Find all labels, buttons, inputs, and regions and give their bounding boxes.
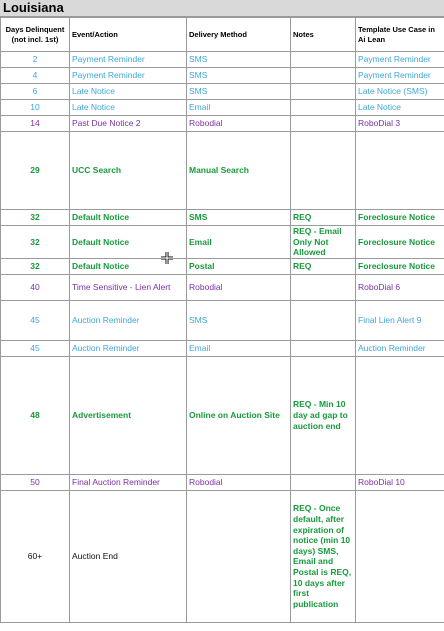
cell-template[interactable]: Payment Reminder: [356, 52, 444, 68]
cell-method[interactable]: SMS: [187, 84, 291, 100]
cell-days[interactable]: 40: [1, 274, 70, 300]
cell-template[interactable]: Final Lien Alert 9: [356, 300, 444, 340]
cell-event[interactable]: Final Auction Reminder: [70, 474, 187, 490]
cell-days[interactable]: 2: [1, 52, 70, 68]
table-row: [1, 300, 444, 340]
cell-method[interactable]: Robodial: [187, 116, 291, 132]
cell-days[interactable]: 45: [1, 300, 70, 340]
cell-method[interactable]: Postal: [187, 258, 291, 274]
cell-days[interactable]: 50: [1, 474, 70, 490]
cell-notes[interactable]: REQ: [291, 258, 356, 274]
cell-method[interactable]: Email: [187, 340, 291, 356]
header-template[interactable]: Template Use Case in Ai Lean: [356, 18, 444, 52]
schedule-table: [0, 17, 444, 623]
cell-event[interactable]: Late Notice: [70, 100, 187, 116]
cell-template[interactable]: Foreclosure Notice: [356, 210, 444, 226]
cell-event[interactable]: Auction Reminder: [70, 340, 187, 356]
cell-event[interactable]: Advertisement: [70, 356, 187, 474]
cell-method[interactable]: Email: [187, 100, 291, 116]
cell-notes[interactable]: [291, 52, 356, 68]
cell-days[interactable]: 4: [1, 68, 70, 84]
cell-method[interactable]: Manual Search: [187, 132, 291, 210]
cell-event[interactable]: Time Sensitive - Lien Alert: [70, 274, 187, 300]
cell-template[interactable]: Payment Reminder: [356, 68, 444, 84]
cell-days[interactable]: 32: [1, 226, 70, 259]
table-row: [1, 210, 444, 226]
cell-template[interactable]: [356, 356, 444, 474]
cell-notes[interactable]: [291, 100, 356, 116]
header-row: [1, 18, 444, 52]
cell-days[interactable]: 10: [1, 100, 70, 116]
cell-notes[interactable]: [291, 116, 356, 132]
cell-template[interactable]: RoboDial 6: [356, 274, 444, 300]
cell-method[interactable]: SMS: [187, 52, 291, 68]
cell-event[interactable]: Auction Reminder: [70, 300, 187, 340]
table-row: [1, 226, 444, 259]
cell-method[interactable]: Online on Auction Site: [187, 356, 291, 474]
cell-notes[interactable]: [291, 132, 356, 210]
cell-method[interactable]: Robodial: [187, 274, 291, 300]
cell-notes[interactable]: [291, 474, 356, 490]
cell-notes[interactable]: REQ: [291, 210, 356, 226]
table-row: [1, 68, 444, 84]
table-row: [1, 490, 444, 622]
cell-notes[interactable]: [291, 300, 356, 340]
cell-notes[interactable]: [291, 68, 356, 84]
header-method[interactable]: Delivery Method: [187, 18, 291, 52]
cell-method[interactable]: Robodial: [187, 474, 291, 490]
cell-days[interactable]: 48: [1, 356, 70, 474]
cell-notes[interactable]: [291, 274, 356, 300]
table-row: [1, 340, 444, 356]
header-event[interactable]: Event/Action: [70, 18, 187, 52]
cell-days[interactable]: 32: [1, 258, 70, 274]
table-row: [1, 274, 444, 300]
cell-days[interactable]: 60+: [1, 490, 70, 622]
cell-template[interactable]: Auction Reminder: [356, 340, 444, 356]
cell-event[interactable]: Payment Reminder: [70, 52, 187, 68]
sheet-title: Louisiana: [0, 0, 444, 17]
cell-template[interactable]: [356, 490, 444, 622]
cell-event[interactable]: Default Notice: [70, 226, 187, 259]
cell-template[interactable]: Late Notice (SMS): [356, 84, 444, 100]
cell-days[interactable]: 32: [1, 210, 70, 226]
cell-event[interactable]: Late Notice: [70, 84, 187, 100]
cell-method[interactable]: SMS: [187, 300, 291, 340]
table-row: [1, 84, 444, 100]
cell-notes[interactable]: REQ - Email Only Not Allowed: [291, 226, 356, 259]
cell-event[interactable]: UCC Search: [70, 132, 187, 210]
cell-template[interactable]: [356, 132, 444, 210]
cell-event[interactable]: Payment Reminder: [70, 68, 187, 84]
cell-method[interactable]: SMS: [187, 210, 291, 226]
cell-event[interactable]: Default Notice: [70, 210, 187, 226]
header-days[interactable]: Days Delinquent (not incl. 1st): [1, 18, 70, 52]
cell-template[interactable]: RoboDial 3: [356, 116, 444, 132]
table-row: [1, 116, 444, 132]
table-row: [1, 100, 444, 116]
table-row: [1, 258, 444, 274]
cell-notes[interactable]: REQ - Once default, after expiration of notice (min 10 days) SMS, Email and Postal is REQ, 10 days after first publication: [291, 490, 356, 622]
table-row: [1, 474, 444, 490]
cell-event[interactable]: Past Due Notice 2: [70, 116, 187, 132]
cell-method[interactable]: [187, 490, 291, 622]
cell-event[interactable]: Default Notice: [70, 258, 187, 274]
cell-method[interactable]: Email: [187, 226, 291, 259]
cell-days[interactable]: 29: [1, 132, 70, 210]
table-row: [1, 132, 444, 210]
table-row: [1, 356, 444, 474]
cell-event[interactable]: Auction End: [70, 490, 187, 622]
cell-template[interactable]: RoboDial 10: [356, 474, 444, 490]
move-cursor-icon: [160, 251, 174, 265]
cell-notes[interactable]: [291, 340, 356, 356]
cell-days[interactable]: 14: [1, 116, 70, 132]
cell-template[interactable]: Foreclosure Notice: [356, 258, 444, 274]
cell-notes[interactable]: [291, 84, 356, 100]
cell-template[interactable]: Late Notice: [356, 100, 444, 116]
cell-days[interactable]: 6: [1, 84, 70, 100]
header-notes[interactable]: Notes: [291, 18, 356, 52]
cell-notes[interactable]: REQ - Min 10 day ad gap to auction end: [291, 356, 356, 474]
cell-method[interactable]: SMS: [187, 68, 291, 84]
table-row: [1, 52, 444, 68]
cell-days[interactable]: 45: [1, 340, 70, 356]
cell-template[interactable]: Foreclosure Notice: [356, 226, 444, 259]
